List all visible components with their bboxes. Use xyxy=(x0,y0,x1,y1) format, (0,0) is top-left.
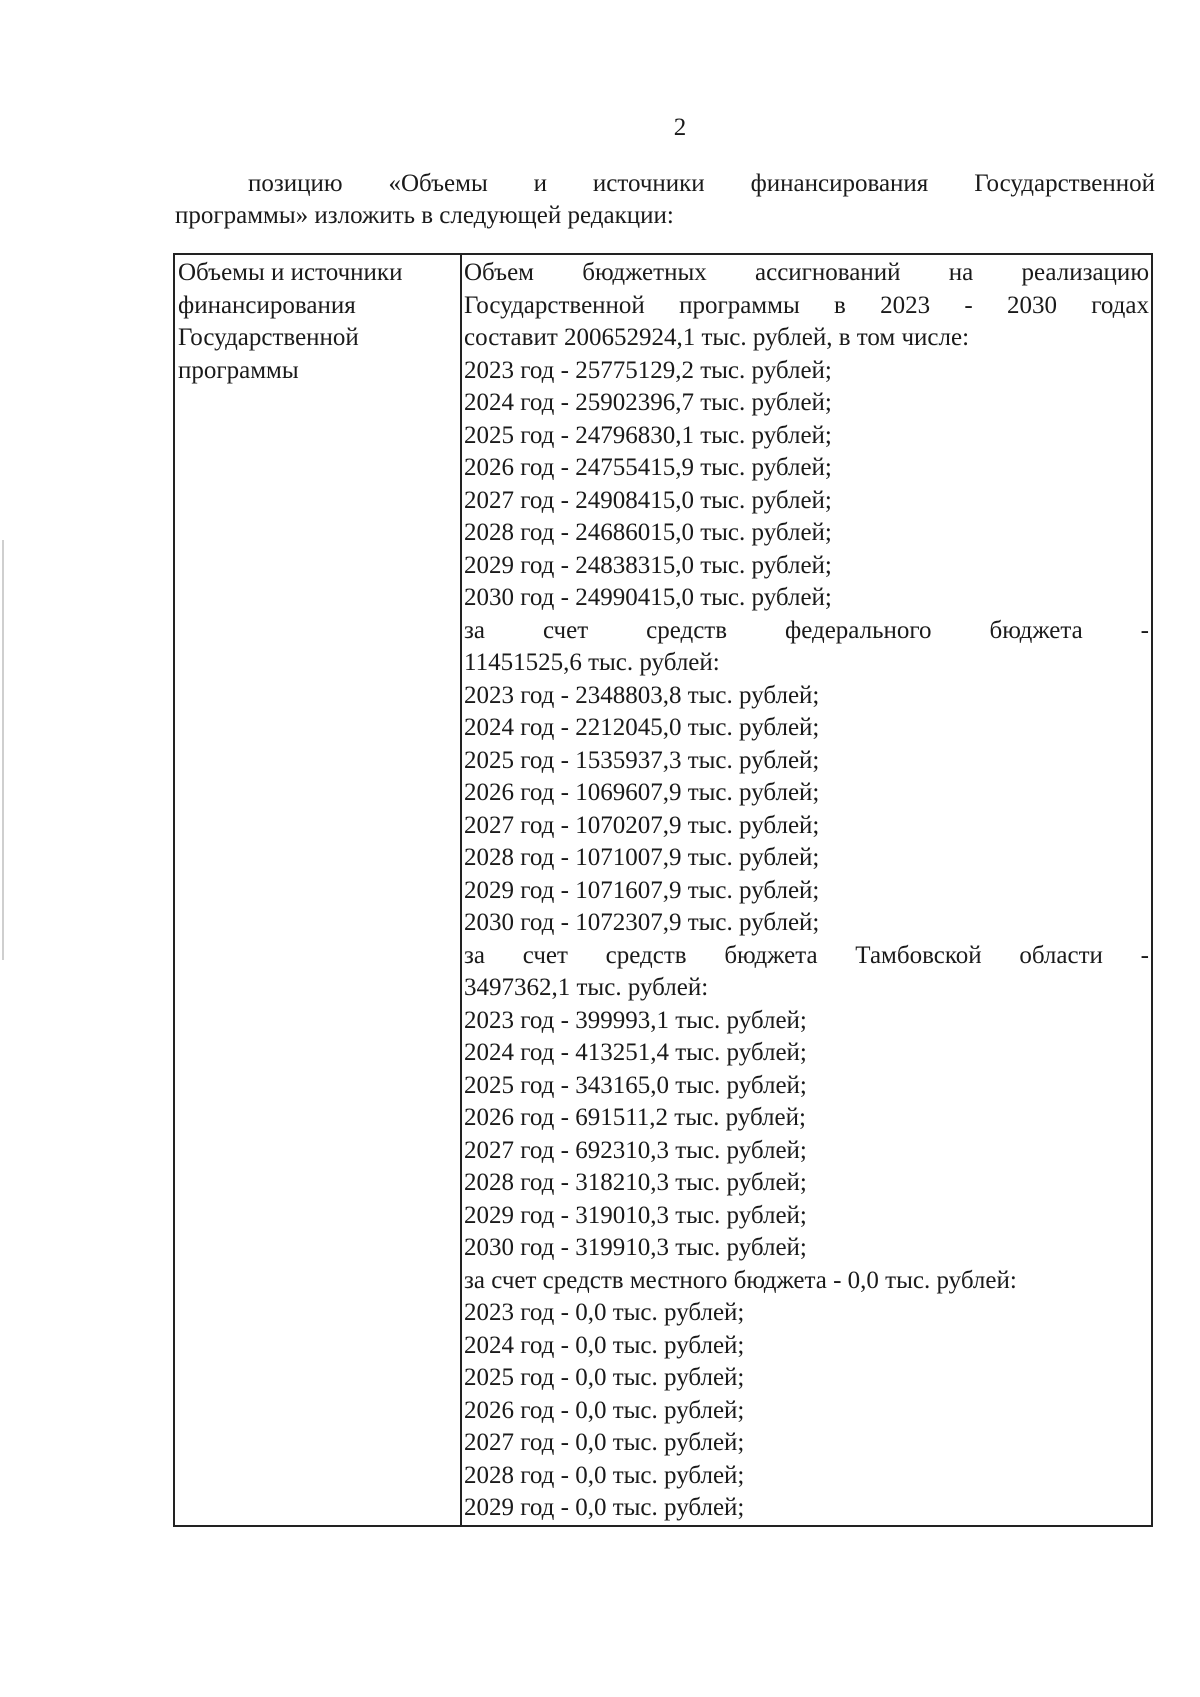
left-cell-line: программы xyxy=(178,356,299,384)
left-cell-line: Объемы и источники xyxy=(178,259,403,286)
left-cell-line: финансирования xyxy=(178,291,356,319)
right-cell-line: 2023 год - 0,0 тыс. рублей; xyxy=(464,1299,745,1326)
right-cell-line: 2029 год - 319010,3 тыс. рублей; xyxy=(464,1201,807,1229)
right-cell-line: 2027 год - 24908415,0 тыс. рублей; xyxy=(464,486,832,514)
right-cell-line: 2025 год - 343165,0 тыс. рублей; xyxy=(464,1071,807,1099)
right-cell-line: 2026 год - 24755415,9 тыс. рублей; xyxy=(464,454,832,481)
right-cell-line: 2028 год - 318210,3 тыс. рублей; xyxy=(464,1169,807,1196)
right-cell-line: 3497362,1 тыс. рублей: xyxy=(464,974,709,1001)
right-cell-line: 2029 год - 1071607,9 тыс. рублей; xyxy=(464,876,820,904)
right-cell-line: составит 200652924,1 тыс. рублей, в том числе: xyxy=(464,324,970,351)
right-cell-line: 2030 год - 24990415,0 тыс. рублей; xyxy=(464,584,832,611)
right-cell-line: за счет средств местного бюджета - 0,0 тыс. рублей: xyxy=(464,1266,1017,1294)
right-cell-line: 2024 год - 0,0 тыс. рублей; xyxy=(464,1331,745,1359)
right-cell-line: 2026 год - 0,0 тыс. рублей; xyxy=(464,1396,745,1424)
right-cell-line: 11451525,6 тыс. рублей: xyxy=(464,649,720,676)
right-cell-line: 2027 год - 1070207,9 тыс. рублей; xyxy=(464,811,820,839)
scan-edge-mark xyxy=(2,540,4,960)
right-cell-line: 2023 год - 2348803,8 тыс. рублей; xyxy=(464,681,820,709)
right-cell-line: 2025 год - 0,0 тыс. рублей; xyxy=(464,1364,745,1391)
intro-paragraph xyxy=(175,168,1155,232)
right-cell-line: 2028 год - 1071007,9 тыс. рублей; xyxy=(464,844,820,871)
right-cell-line: 2025 год - 24796830,1 тыс. рублей; xyxy=(464,421,832,449)
right-cell-line: 2023 год - 25775129,2 тыс. рублей; xyxy=(464,356,832,384)
table-left-cell xyxy=(175,255,462,1525)
right-cell-line: 2030 год - 1072307,9 тыс. рублей; xyxy=(464,909,820,936)
page-number: 2 xyxy=(673,114,687,141)
financing-table xyxy=(173,253,1153,1527)
intro-line-2: программы» изложить в следующей редакции: xyxy=(175,202,674,229)
right-cell-line: Объем бюджетных ассигнований на реализацию xyxy=(464,259,1149,286)
left-cell-line: Государственной xyxy=(178,324,359,351)
right-cell-line: за счет средств бюджета Тамбовской области - xyxy=(464,941,1149,969)
right-cell-line: 2025 год - 1535937,3 тыс. рублей; xyxy=(464,746,820,774)
right-cell-line: 2030 год - 319910,3 тыс. рублей; xyxy=(464,1234,807,1261)
right-cell-line: за счет средств федерального бюджета - xyxy=(464,616,1149,644)
right-cell-line: 2026 год - 691511,2 тыс. рублей; xyxy=(464,1104,806,1131)
right-cell-line: 2027 год - 692310,3 тыс. рублей; xyxy=(464,1136,807,1164)
right-cell-line: 2024 год - 25902396,7 тыс. рублей; xyxy=(464,389,832,416)
table-right-cell xyxy=(462,255,1151,1525)
right-cell-line: 2023 год - 399993,1 тыс. рублей; xyxy=(464,1006,807,1034)
right-cell-line: 2028 год - 0,0 тыс. рублей; xyxy=(464,1461,745,1489)
right-cell-line: 2027 год - 0,0 тыс. рублей; xyxy=(464,1429,745,1456)
right-cell-line: 2024 год - 413251,4 тыс. рублей; xyxy=(464,1039,807,1066)
right-cell-line: 2029 год - 24838315,0 тыс. рублей; xyxy=(464,551,832,579)
intro-line-1: позицию «Объемы и источники финансирования Государственной xyxy=(248,170,1155,197)
right-cell-line: Государственной программы в 2023 - 2030 годах xyxy=(464,291,1149,319)
right-cell-line: 2026 год - 1069607,9 тыс. рублей; xyxy=(464,779,820,806)
right-cell-line: 2029 год - 0,0 тыс. рублей; xyxy=(464,1494,745,1521)
right-cell-line: 2024 год - 2212045,0 тыс. рублей; xyxy=(464,714,820,741)
right-cell-line: 2028 год - 24686015,0 тыс. рублей; xyxy=(464,519,832,546)
